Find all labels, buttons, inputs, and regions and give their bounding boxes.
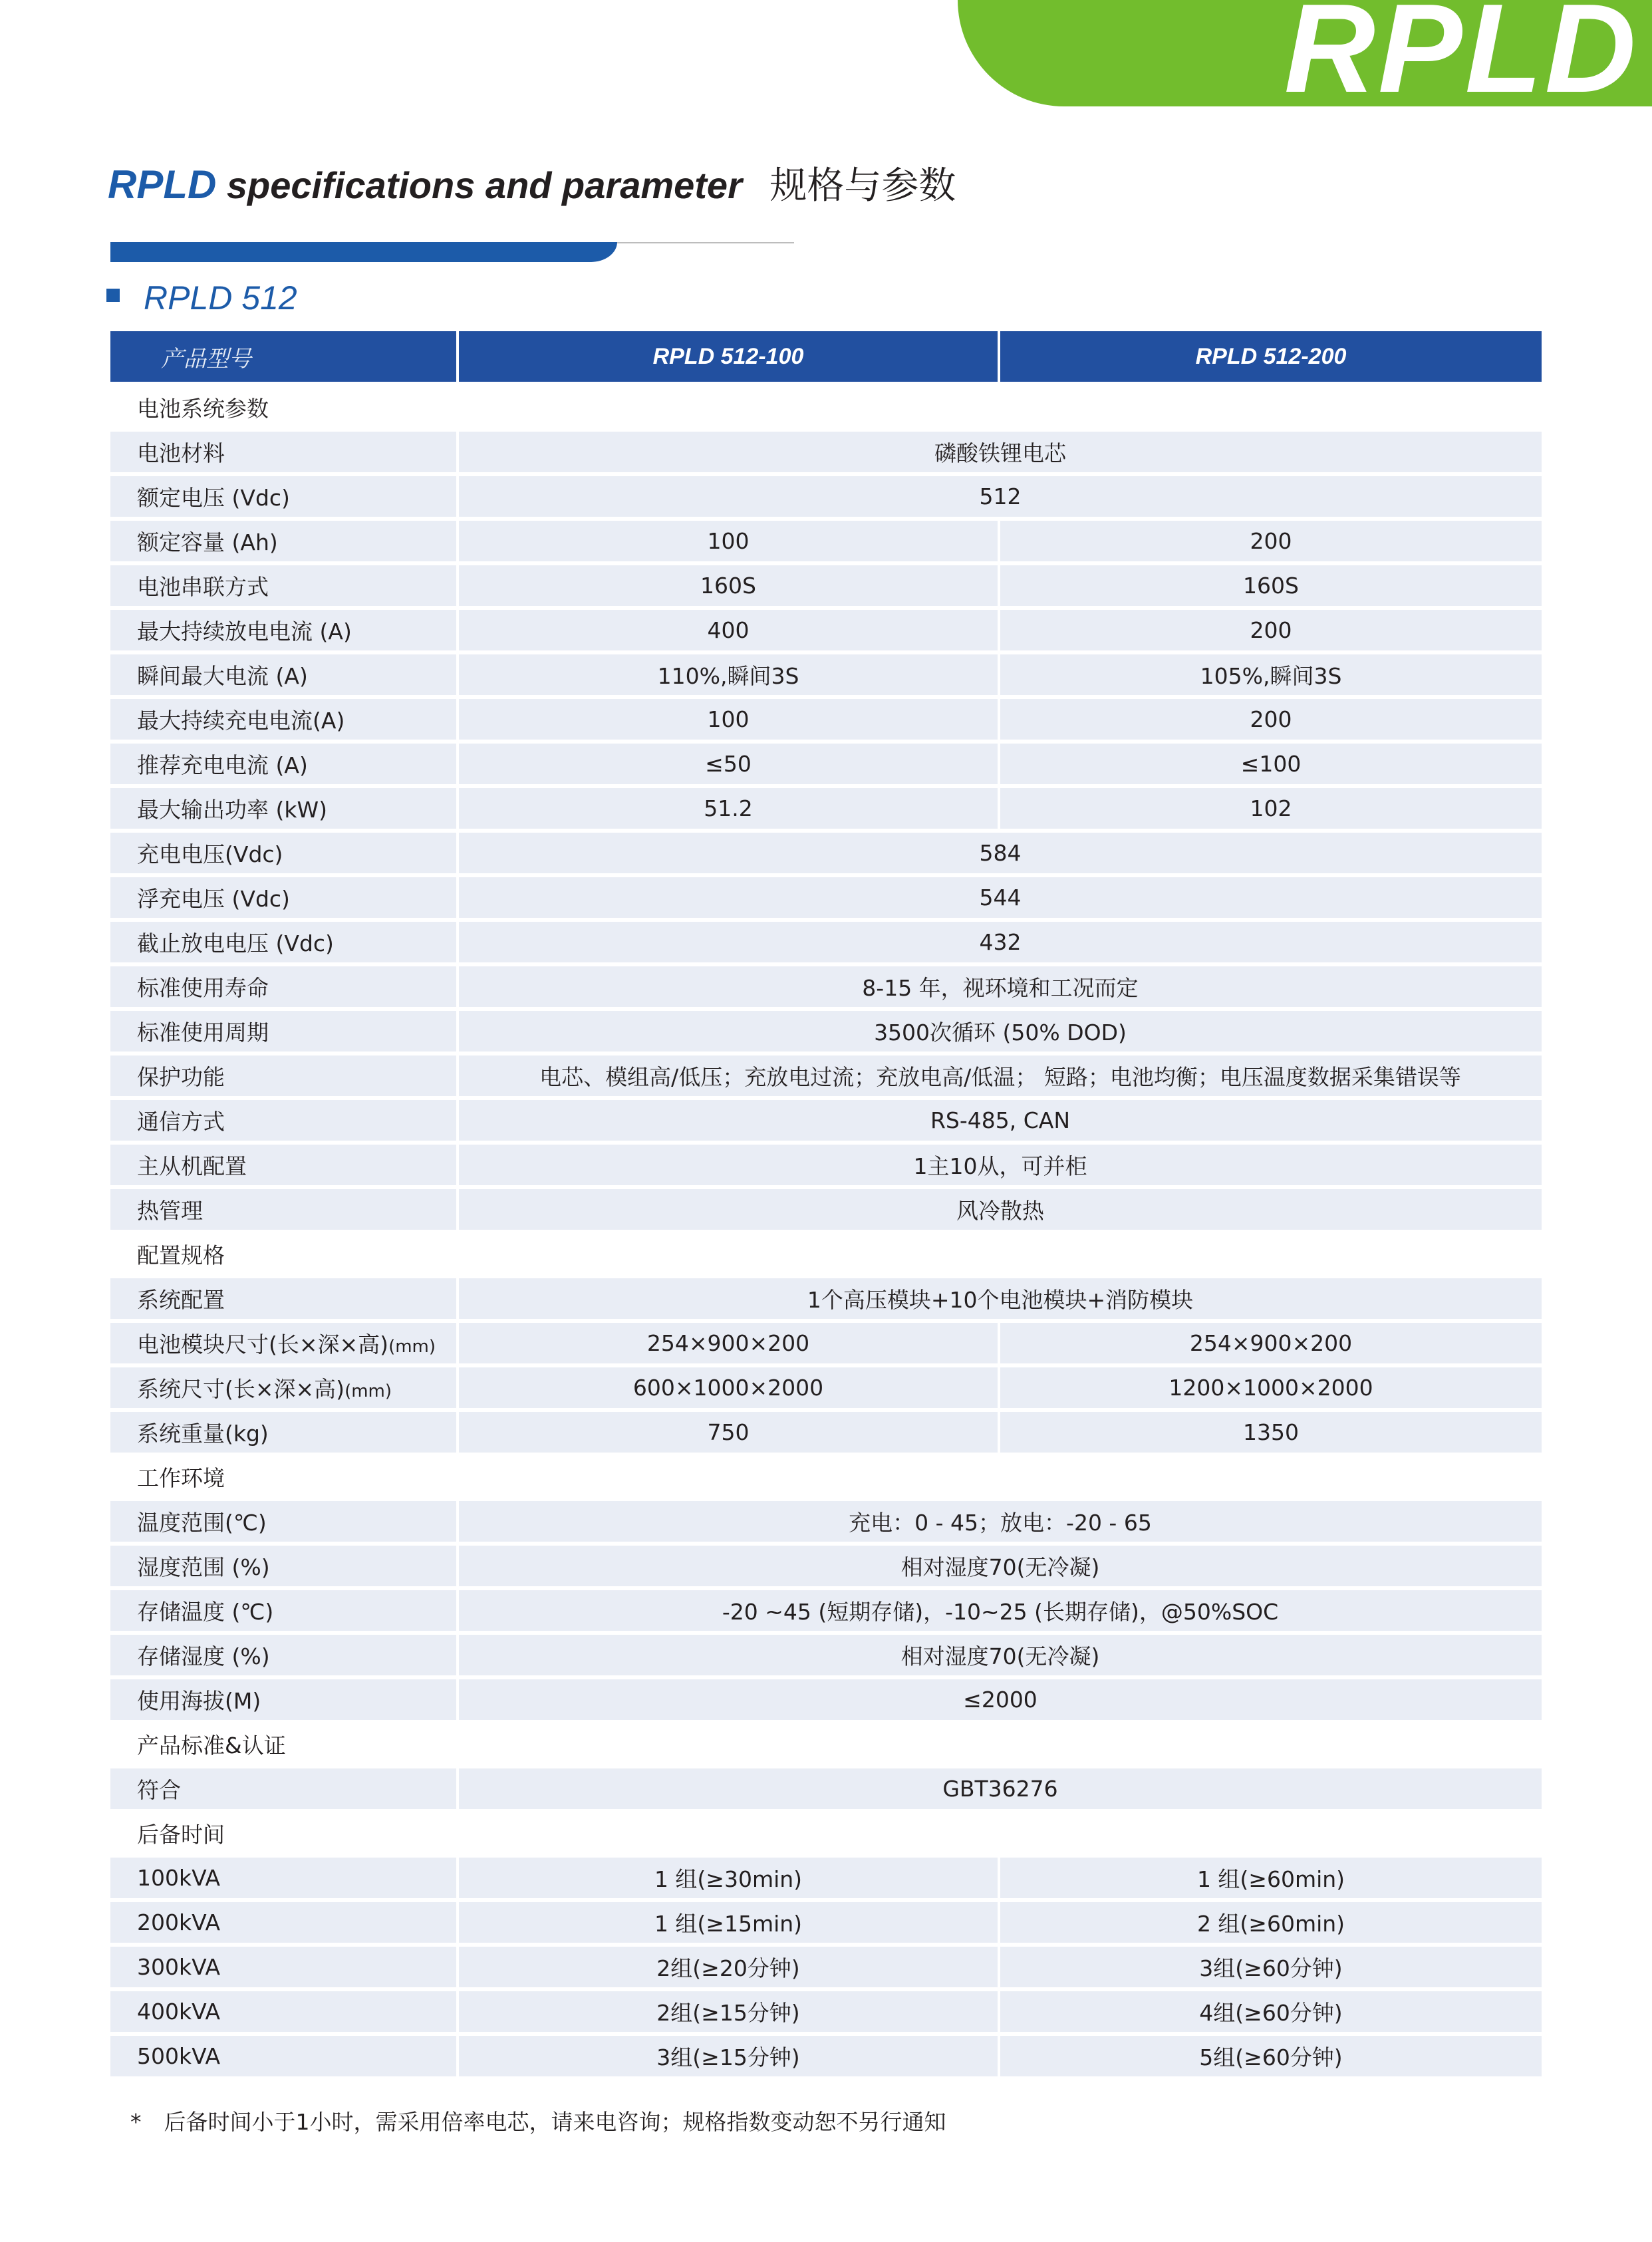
merged-value-cell: 磷酸铁锂电芯 — [458, 430, 1542, 474]
table-row — [110, 786, 1542, 831]
page-title — [108, 156, 956, 210]
table-row — [110, 608, 1542, 652]
header-cell-512-200: RPLD 512-200 — [999, 331, 1542, 384]
row-label-text: 存储温度 (℃) — [137, 1599, 274, 1625]
merged-value-cell: GBT36276 — [458, 1766, 1542, 1811]
merged-value-cell: ≤2000 — [458, 1677, 1542, 1722]
row-label — [110, 920, 458, 964]
value-cell-512-100: 2组(≥20分钟) — [458, 1945, 999, 1989]
value-cell-512-100: 750 — [458, 1410, 999, 1455]
value-cell-512-200: 200 — [999, 519, 1542, 563]
table-row — [110, 875, 1542, 920]
row-label-text: 200kVA — [137, 1909, 221, 1935]
row-label-unit: (mm) — [388, 1337, 436, 1357]
table-row — [110, 1633, 1542, 1677]
row-label-text: 标准使用周期 — [137, 1020, 269, 1046]
row-label — [110, 697, 458, 742]
spec-table-header — [110, 331, 1542, 384]
row-label — [110, 1410, 458, 1455]
table-row — [110, 1544, 1542, 1588]
row-label — [110, 563, 458, 608]
section-label: 配置规格 — [110, 1232, 1542, 1276]
table-row — [110, 1766, 1542, 1811]
section-label: 工作环境 — [110, 1455, 1542, 1499]
merged-value-cell: 584 — [458, 831, 1542, 875]
table-row — [110, 1321, 1542, 1365]
row-label-text: 使用海拔(M) — [137, 1688, 261, 1714]
value-cell-512-200: 5组(≥60分钟) — [999, 2034, 1542, 2078]
header-cell-model: 产品型号 — [110, 331, 458, 384]
merged-value-cell: 544 — [458, 875, 1542, 920]
value-cell-512-100: 254×900×200 — [458, 1321, 999, 1365]
footnote-text: 后备时间小于1小时，需采用倍率电芯，请来电咨询；规格指数变动恕不另行通知 — [164, 2109, 946, 2135]
row-label — [110, 1900, 458, 1945]
table-row — [110, 1499, 1542, 1544]
value-cell-512-200: 102 — [999, 786, 1542, 831]
row-label — [110, 608, 458, 652]
spec-table-body — [110, 384, 1542, 2078]
row-label — [110, 1766, 458, 1811]
merged-value-cell: RS-485, CAN — [458, 1098, 1542, 1143]
row-label — [110, 831, 458, 875]
section-row — [110, 1722, 1542, 1766]
row-label-text: 温度范围(℃) — [137, 1510, 267, 1536]
merged-value-cell: 风冷散热 — [458, 1187, 1542, 1232]
table-row — [110, 1588, 1542, 1633]
merged-value-cell: -20 ~45 (短期存储)，-10~25 (长期存储)，@50%SOC — [458, 1588, 1542, 1633]
value-cell-512-100: 600×1000×2000 — [458, 1365, 999, 1410]
row-label — [110, 1143, 458, 1187]
row-label — [110, 1009, 458, 1053]
table-row — [110, 1276, 1542, 1321]
value-cell-512-100: 3组(≥15分钟) — [458, 2034, 999, 2078]
table-row — [110, 831, 1542, 875]
row-label — [110, 430, 458, 474]
section-row — [110, 1455, 1542, 1499]
row-label-text: 通信方式 — [137, 1109, 225, 1135]
row-label — [110, 1544, 458, 1588]
row-label-text: 系统重量(kg) — [137, 1421, 269, 1447]
page-title-english: specifications and parameter — [226, 164, 742, 206]
row-label-text: 最大输出功率 (kW) — [137, 797, 327, 823]
table-row — [110, 1677, 1542, 1722]
row-label-text: 300kVA — [137, 1954, 221, 1980]
row-label-text: 电池串联方式 — [137, 574, 269, 600]
table-row — [110, 1410, 1542, 1455]
value-cell-512-200: 200 — [999, 697, 1542, 742]
table-row — [110, 964, 1542, 1009]
section-row — [110, 384, 1542, 430]
table-row — [110, 697, 1542, 742]
merged-value-cell: 电芯、模组高/低压；充放电过流；充放电高/低温； 短路；电池均衡；电压温度数据采集错误等 — [458, 1053, 1542, 1098]
value-cell-512-200: 4组(≥60分钟) — [999, 1989, 1542, 2034]
title-underline-bar — [110, 242, 617, 262]
table-row — [110, 1945, 1542, 1989]
row-label-text: 存储湿度 (%) — [137, 1643, 270, 1669]
table-row — [110, 1053, 1542, 1098]
value-cell-512-100: 1 组(≥15min) — [458, 1900, 999, 1945]
row-label — [110, 1098, 458, 1143]
row-label-text: 充电电压(Vdc) — [137, 841, 283, 867]
row-label-text: 浮充电压 (Vdc) — [137, 886, 290, 912]
section-row — [110, 1811, 1542, 1856]
table-row — [110, 1143, 1542, 1187]
row-label — [110, 1187, 458, 1232]
row-label — [110, 2034, 458, 2078]
row-label — [110, 1989, 458, 2034]
row-label-text: 系统配置 — [137, 1287, 225, 1313]
row-label — [110, 1365, 458, 1410]
row-label — [110, 1588, 458, 1633]
section-row — [110, 1232, 1542, 1276]
corner-tab-title: RPLD — [1284, 0, 1639, 119]
value-cell-512-100: 2组(≥15分钟) — [458, 1989, 999, 2034]
value-cell-512-200: 160S — [999, 563, 1542, 608]
row-label-text: 截止放电电压 (Vdc) — [137, 930, 334, 956]
row-label-text: 系统尺寸(长×深×高) — [137, 1376, 345, 1402]
value-cell-512-100: 1 组(≥30min) — [458, 1856, 999, 1900]
table-row — [110, 920, 1542, 964]
table-row — [110, 1856, 1542, 1900]
section-subtitle-text: RPLD 512 — [144, 279, 297, 317]
row-label — [110, 875, 458, 920]
value-cell-512-200: 3组(≥60分钟) — [999, 1945, 1542, 1989]
table-row — [110, 474, 1542, 519]
table-row — [110, 1989, 1542, 2034]
row-label — [110, 742, 458, 786]
merged-value-cell: 相对湿度70(无冷凝) — [458, 1633, 1542, 1677]
row-label-text: 热管理 — [137, 1198, 203, 1224]
value-cell-512-200: 254×900×200 — [999, 1321, 1542, 1365]
value-cell-512-200: 1 组(≥60min) — [999, 1856, 1542, 1900]
row-label — [110, 519, 458, 563]
value-cell-512-200: 200 — [999, 608, 1542, 652]
value-cell-512-200: 105%,瞬间3S — [999, 652, 1542, 697]
row-label-text: 电池材料 — [137, 440, 225, 466]
row-label-text: 保护功能 — [137, 1064, 225, 1090]
square-bullet-icon — [106, 289, 120, 302]
merged-value-cell: 432 — [458, 920, 1542, 964]
table-row — [110, 519, 1542, 563]
value-cell-512-200: 1350 — [999, 1410, 1542, 1455]
row-label-text: 瞬间最大电流 (A) — [137, 663, 308, 689]
merged-value-cell: 8-15 年，视环境和工况而定 — [458, 964, 1542, 1009]
row-label-text: 湿度范围 (%) — [137, 1554, 270, 1580]
section-label: 后备时间 — [110, 1811, 1542, 1856]
table-row — [110, 652, 1542, 697]
row-label-unit: (mm) — [344, 1381, 392, 1401]
section-label: 电池系统参数 — [110, 384, 1542, 430]
value-cell-512-100: 110%,瞬间3S — [458, 652, 999, 697]
footnote — [130, 2105, 946, 2136]
row-label-text: 标准使用寿命 — [137, 975, 269, 1001]
table-row — [110, 1365, 1542, 1410]
row-label — [110, 1499, 458, 1544]
section-subtitle — [106, 276, 297, 317]
value-cell-512-200: ≤100 — [999, 742, 1542, 786]
row-label-text: 最大持续放电电流 (A) — [137, 619, 352, 644]
footnote-star: * — [130, 2109, 142, 2135]
header-cell-512-100: RPLD 512-100 — [458, 331, 999, 384]
value-cell-512-200: 2 组(≥60min) — [999, 1900, 1542, 1945]
row-label — [110, 1677, 458, 1722]
row-label-text: 最大持续充电电流(A) — [137, 708, 345, 734]
table-row — [110, 1187, 1542, 1232]
table-row — [110, 1900, 1542, 1945]
table-row — [110, 2034, 1542, 2078]
row-label — [110, 474, 458, 519]
row-label-text: 500kVA — [137, 2043, 221, 2069]
row-label-text: 额定容量 (Ah) — [137, 529, 278, 555]
table-row — [110, 1009, 1542, 1053]
merged-value-cell: 1个高压模块+10个电池模块+消防模块 — [458, 1276, 1542, 1321]
row-label-text: 推荐充电电流 (A) — [137, 752, 308, 778]
row-label — [110, 1633, 458, 1677]
row-label — [110, 652, 458, 697]
section-label: 产品标准&认证 — [110, 1722, 1542, 1766]
row-label-text: 额定电压 (Vdc) — [137, 485, 290, 511]
row-label — [110, 1053, 458, 1098]
merged-value-cell: 相对湿度70(无冷凝) — [458, 1544, 1542, 1588]
table-row — [110, 1098, 1542, 1143]
row-label — [110, 1945, 458, 1989]
row-label — [110, 1276, 458, 1321]
value-cell-512-100: 160S — [458, 563, 999, 608]
corner-tab — [958, 0, 1652, 119]
value-cell-512-100: 100 — [458, 697, 999, 742]
merged-value-cell: 充电：0 - 45；放电：-20 - 65 — [458, 1499, 1542, 1544]
spec-table — [110, 331, 1542, 2080]
page-title-brand: RPLD — [108, 162, 217, 207]
row-label-text: 主从机配置 — [137, 1153, 247, 1179]
row-label — [110, 1856, 458, 1900]
row-label-text: 400kVA — [137, 1999, 221, 2025]
value-cell-512-100: 400 — [458, 608, 999, 652]
table-row — [110, 742, 1542, 786]
value-cell-512-100: ≤50 — [458, 742, 999, 786]
page-title-chinese: 规格与参数 — [769, 164, 956, 208]
table-row — [110, 430, 1542, 474]
table-row — [110, 563, 1542, 608]
merged-value-cell: 1主10从，可并柜 — [458, 1143, 1542, 1187]
row-label — [110, 964, 458, 1009]
merged-value-cell: 512 — [458, 474, 1542, 519]
value-cell-512-100: 100 — [458, 519, 999, 563]
value-cell-512-100: 51.2 — [458, 786, 999, 831]
row-label-text: 100kVA — [137, 1865, 221, 1891]
value-cell-512-200: 1200×1000×2000 — [999, 1365, 1542, 1410]
row-label — [110, 1321, 458, 1365]
row-label-text: 电池模块尺寸(长×深×高) — [137, 1331, 389, 1357]
row-label-text: 符合 — [137, 1777, 181, 1803]
row-label — [110, 786, 458, 831]
merged-value-cell: 3500次循环 (50% DOD) — [458, 1009, 1542, 1053]
